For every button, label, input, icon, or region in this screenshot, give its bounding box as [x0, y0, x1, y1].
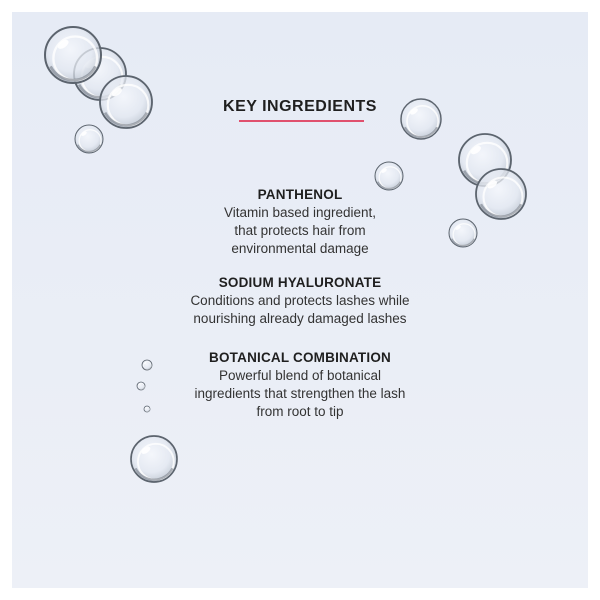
ingredient-heading: BOTANICAL COMBINATION [209, 350, 391, 365]
ingredient-description-line: Conditions and protects lashes while [190, 293, 410, 308]
ingredient-heading: SODIUM HYALURONATE [218, 275, 382, 290]
page-title: KEY INGREDIENTS [223, 98, 377, 115]
ingredient-heading: PANTHENOL [257, 187, 343, 202]
ingredient-description-line: ingredients that strengthen the lash [194, 386, 406, 401]
ingredient-panthenol [12, 186, 588, 258]
ingredient-description-line: that protects hair from [234, 223, 366, 238]
ingredient-description-line: from root to tip [256, 404, 344, 419]
infographic-panel [12, 12, 588, 588]
ingredient-description-line: Vitamin based ingredient, [223, 205, 377, 220]
title-underline [239, 120, 364, 122]
ingredient-description-line: nourishing already damaged lashes [193, 311, 407, 326]
ingredient-description-line: environmental damage [231, 241, 369, 256]
ingredient-sodium-hyaluronate [12, 274, 588, 328]
ingredient-description-line: Powerful blend of botanical [218, 368, 382, 383]
ingredient-botanical-combination [12, 349, 588, 421]
